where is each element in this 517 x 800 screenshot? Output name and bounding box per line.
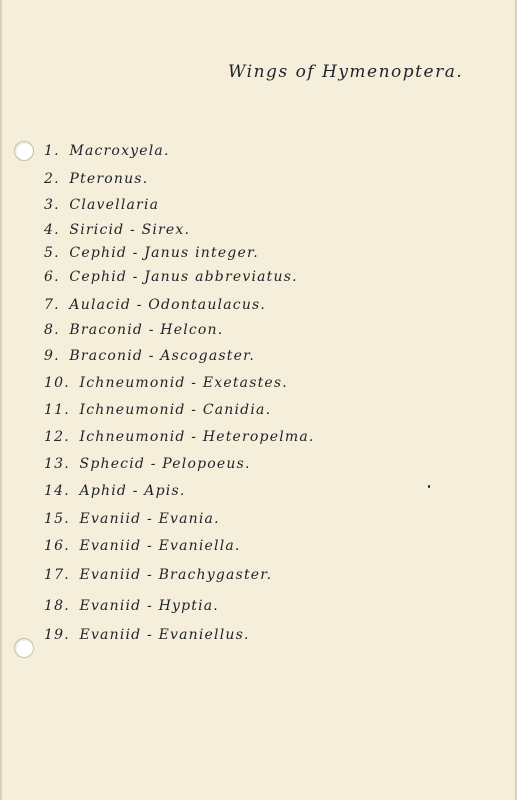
list-item-number: 9. [44,348,60,364]
list-item-text: Sphecid - Pelopoeus. [79,456,251,472]
list-item-text: Pteronus. [69,171,149,187]
list-item-number: 5. [44,245,60,261]
list-item-number: 10. [44,375,70,391]
list-item-text: Evaniid - Evaniella. [79,538,241,554]
list-item-text: Ichneumonid - Canidia. [79,402,272,418]
list-item [44,375,288,399]
list-item [44,598,219,622]
list-item-text: Braconid - Helcon. [69,322,224,338]
list-item-text: Evaniid - Brachygaster. [79,567,273,583]
list-item-number: 11. [44,402,70,418]
list-item-text: Evaniid - Evaniellus. [79,627,250,643]
punch-hole-top [14,141,34,161]
list-item [44,348,255,372]
list-item-number: 17. [44,567,70,583]
list-item [44,511,220,535]
list-item-number: 6. [44,269,60,285]
list-item [44,143,170,167]
list-item [44,197,159,221]
list-item-number: 14. [44,483,70,499]
list-item [44,245,259,269]
list-item-number: 19. [44,627,70,643]
list-item-text: Macroxyela. [69,143,170,159]
list-item-text: Aphid - Apis. [79,483,186,499]
list-item-number: 18. [44,598,70,614]
list-item-number: 15. [44,511,70,527]
list-item [44,429,315,453]
list-item [44,222,190,246]
list-item [44,538,241,562]
list-item-text: Aulacid - Odontaulacus. [69,297,267,313]
list-item-number: 4. [44,222,60,238]
list-item [44,483,185,507]
list-item-text: Cephid - Janus integer. [69,245,259,261]
list-item-text: Evaniid - Evania. [79,511,220,527]
list-item [44,297,266,321]
list-item-number: 8. [44,322,60,338]
list-item [44,456,251,480]
list-item-number: 16. [44,538,70,554]
list-item [44,627,250,651]
page-title: Wings of Hymenoptera. [228,62,464,82]
list-item-text: Siricid - Sirex. [69,222,191,238]
list-item-text: Ichneumonid - Heteropelma. [79,429,315,445]
list-item-number: 12. [44,429,70,445]
list-item-number: 1. [44,143,60,159]
list-item [44,402,271,426]
list-item-text: Braconid - Ascogaster. [69,348,256,364]
list-item-text: Ichneumonid - Exetastes. [79,375,288,391]
list-item [44,567,272,591]
list-item-number: 13. [44,456,70,472]
list-item [44,269,298,293]
list-item-number: 2. [44,171,60,187]
punch-hole-bottom [14,638,34,658]
list-item [44,322,223,346]
list-item-text: Evaniid - Hyptia. [79,598,219,614]
list-item-number: 3. [44,197,60,213]
ink-mark [428,485,430,488]
list-item [44,171,148,195]
list-item-text: Clavellaria [69,197,160,213]
list-item-number: 7. [44,297,60,313]
list-item-text: Cephid - Janus abbreviatus. [69,269,298,285]
